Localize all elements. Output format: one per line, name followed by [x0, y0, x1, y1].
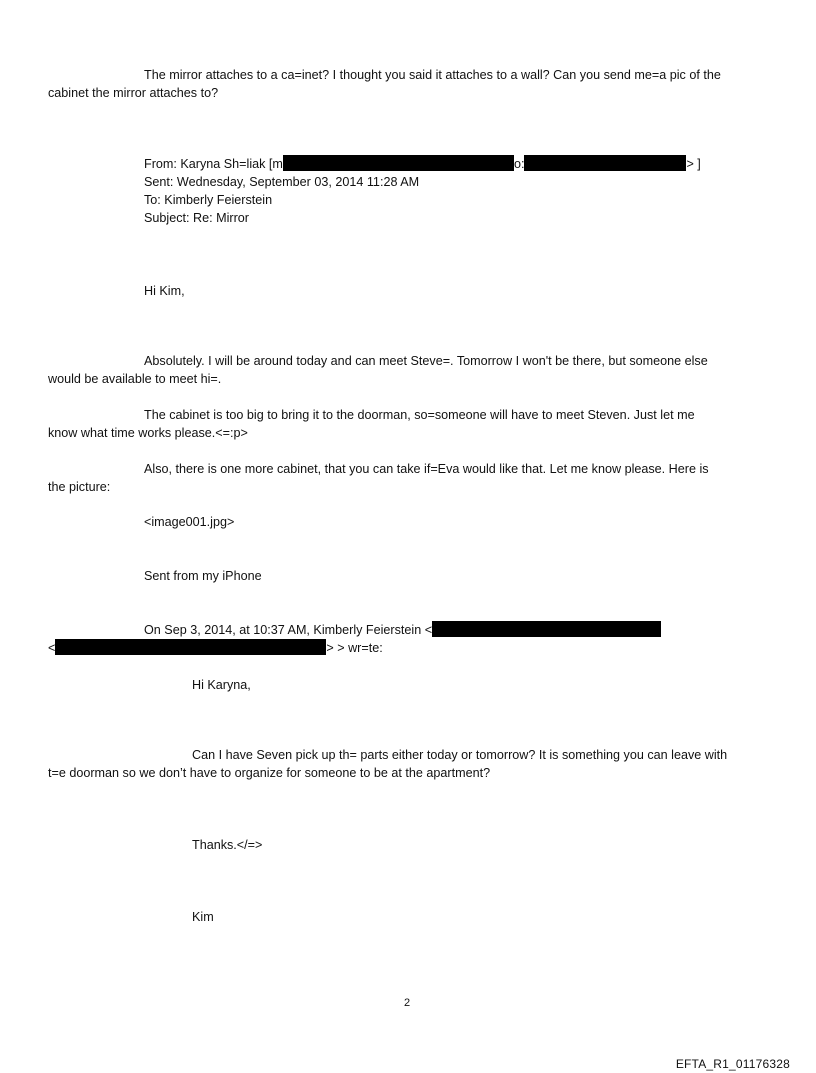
kim-p1-line2: t=e doorman so we don’t have to organize for someone to be at the apartment?: [48, 766, 491, 780]
karyna-p1-line2: would be available to meet hi=.: [48, 372, 222, 386]
from-mid: o:: [513, 157, 525, 171]
karyna-p2-line1: The cabinet is too big to bring it to the doorman, so=someone will have to meet Steven. Just let me: [144, 408, 695, 422]
kim-paragraph-1: [48, 746, 778, 782]
redaction-bar: [283, 155, 514, 171]
thanks-line: Thanks.</=>: [192, 838, 263, 852]
to-line: To: Kimberly Feierstein: [144, 193, 273, 207]
karyna-paragraph-2: [48, 406, 778, 442]
from-prefix: From: Karyna Sh=liak [m: [144, 157, 283, 171]
quoted-header-prefix: On Sep 3, 2014, at 10:37 AM, Kimberly Feierstein <: [144, 623, 433, 637]
opening-line-2: cabinet the mirror attaches to?: [48, 86, 219, 100]
quoted-header-line-2: [48, 639, 383, 657]
karyna-p2-line2: know what time works please.<=:p>: [48, 426, 248, 440]
karyna-paragraph-3: [48, 460, 778, 496]
karyna-p1-line1: Absolutely. I will be around today and can meet Steve=. Tomorrow I won't be there, but someone else: [144, 354, 708, 368]
kim-signoff: Kim: [192, 910, 214, 924]
redaction-bar: [524, 155, 686, 171]
greeting-karyna: Hi Karyna,: [192, 678, 251, 692]
sent-line: Sent: Wednesday, September 03, 2014 11:28 AM: [144, 175, 420, 189]
from-line: [144, 155, 701, 173]
iphone-signature: Sent from my iPhone: [144, 569, 262, 583]
document-id: EFTA_R1_01176328: [675, 1057, 790, 1071]
redaction-bar: [432, 621, 661, 637]
karyna-paragraph-1: [48, 352, 778, 388]
opening-line-1: The mirror attaches to a ca=inet? I thought you said it attaches to a wall? Can you send me=a pic of the: [144, 68, 721, 82]
redaction-bar: [55, 639, 326, 655]
page-number: 2: [404, 997, 411, 1009]
opening-paragraph: [48, 66, 778, 102]
kim-p1-line1: Can I have Seven pick up th= parts either today or tomorrow? It is something you can leave with: [192, 748, 728, 762]
quoted-header-line-1: [144, 621, 661, 639]
quoted-header-open: <: [48, 641, 56, 655]
greeting-kim: Hi Kim,: [144, 284, 185, 298]
attachment-placeholder: <image001.jpg>: [144, 515, 235, 529]
karyna-p3-line1: Also, there is one more cabinet, that you can take if=Eva would like that. Let me know please. Here is: [144, 462, 709, 476]
quoted-header-wrote: > > wr=te:: [326, 641, 383, 655]
from-end: > ]: [686, 157, 701, 171]
subject-line: Subject: Re: Mirror: [144, 211, 249, 225]
karyna-p3-line2: the picture:: [48, 480, 111, 494]
